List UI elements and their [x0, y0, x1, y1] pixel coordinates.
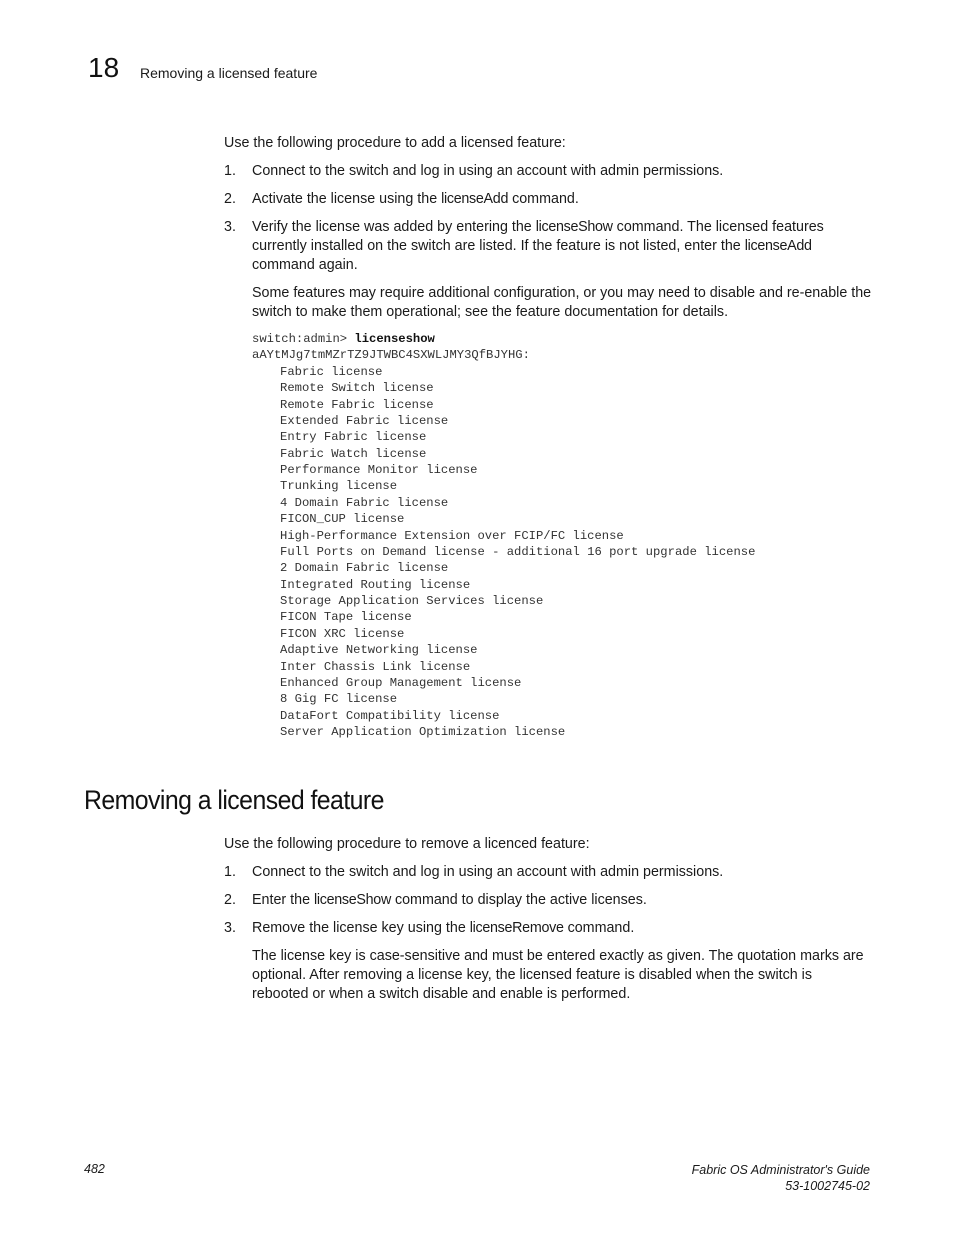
command-name: licenseShow [535, 219, 613, 235]
license-key: aAYtMJg7tmMZrTZ9JTWBC4SXWLJMY3QfBJYHG: [252, 348, 530, 363]
license-item: Enhanced Group Management license [280, 675, 522, 690]
step-text: Connect to the switch and log in using an account with admin permissions. [252, 864, 724, 880]
step-number: 1. [224, 163, 236, 179]
step-number: 2. [224, 892, 236, 908]
step-number: 3. [224, 219, 236, 235]
add-note: Some features may require additional configuration, or you may need to disable and re-enable the switch to make them operational; see the feature documentation for details. [252, 285, 872, 320]
license-item: 8 Gig FC license [280, 692, 398, 707]
footer-doc-info [692, 1162, 870, 1194]
license-item: High-Performance Extension over FCIP/FC license [280, 528, 624, 543]
command-name: licenseRemove [469, 920, 564, 936]
remove-procedure-intro: Use the following procedure to remove a licenced feature: [224, 836, 590, 852]
license-item: Server Application Optimization license [280, 725, 566, 739]
chapter-number: 18 [88, 52, 120, 83]
license-item: Adaptive Networking license [280, 643, 478, 658]
license-item: Remote Switch license [280, 381, 434, 396]
license-item: Remote Fabric license [280, 397, 434, 412]
code-command: licenseshow [354, 332, 435, 346]
doc-number: 53-1002745-02 [785, 1179, 870, 1193]
step-text: Remove the license key using the licenseRemove command. [252, 920, 635, 936]
license-item: Inter Chassis Link license [280, 659, 471, 674]
step-text: Enter the licenseShow command to display the active licenses. [252, 892, 647, 908]
command-name: licenseAdd [441, 191, 509, 207]
license-item: 4 Domain Fabric license [280, 495, 449, 510]
add-procedure-intro: Use the following procedure to add a licensed feature: [224, 135, 566, 151]
section-heading: Removing a licensed feature [84, 785, 384, 815]
license-item: Storage Application Services license [280, 594, 544, 608]
license-item: Fabric Watch license [280, 446, 427, 461]
step-number: 1. [224, 864, 236, 880]
command-name: licenseAdd [744, 238, 812, 254]
code-prompt: switch:admin> [252, 332, 355, 346]
step-number: 3. [224, 920, 236, 936]
step-text: Verify the license was added by entering the licenseShow command. The licensed features currently installed on the switch are listed. If the feature is not listed, enter the licenseAdd command again. [252, 219, 824, 273]
license-item: FICON_CUP license [280, 512, 405, 527]
step-text: Connect to the switch and log in using an account with admin permissions. [252, 163, 724, 179]
license-item: FICON XRC license [280, 626, 405, 641]
running-header-title: Removing a licensed feature [140, 65, 318, 81]
license-item: 2 Domain Fabric license [280, 561, 449, 576]
license-item: Full Ports on Demand license - additional 16 port upgrade license [280, 544, 756, 559]
license-item: Trunking license [280, 479, 398, 494]
license-item: DataFort Compatibility license [280, 708, 500, 723]
license-item: Fabric license [280, 364, 383, 379]
step-number: 2. [224, 191, 236, 207]
command-name: licenseShow [314, 892, 391, 908]
license-item: FICON Tape license [280, 610, 412, 625]
license-item: Entry Fabric license [280, 430, 427, 445]
license-list [252, 364, 755, 741]
license-item: Extended Fabric license [280, 413, 449, 428]
remove-note: The license key is case-sensitive and must be entered exactly as given. The quotation marks are optional. After removing a license key, the licensed feature is disabled when the switch is rebooted or when a switch disable and enable is performed. [252, 948, 864, 1002]
page-number: 482 [84, 1162, 105, 1176]
license-item: Integrated Routing license [280, 577, 471, 592]
license-item: Performance Monitor license [280, 463, 478, 477]
step-text: Activate the license using the licenseAdd command. [252, 191, 579, 207]
doc-title: Fabric OS Administrator's Guide [691, 1163, 870, 1177]
licenseshow-code-block [252, 331, 755, 740]
